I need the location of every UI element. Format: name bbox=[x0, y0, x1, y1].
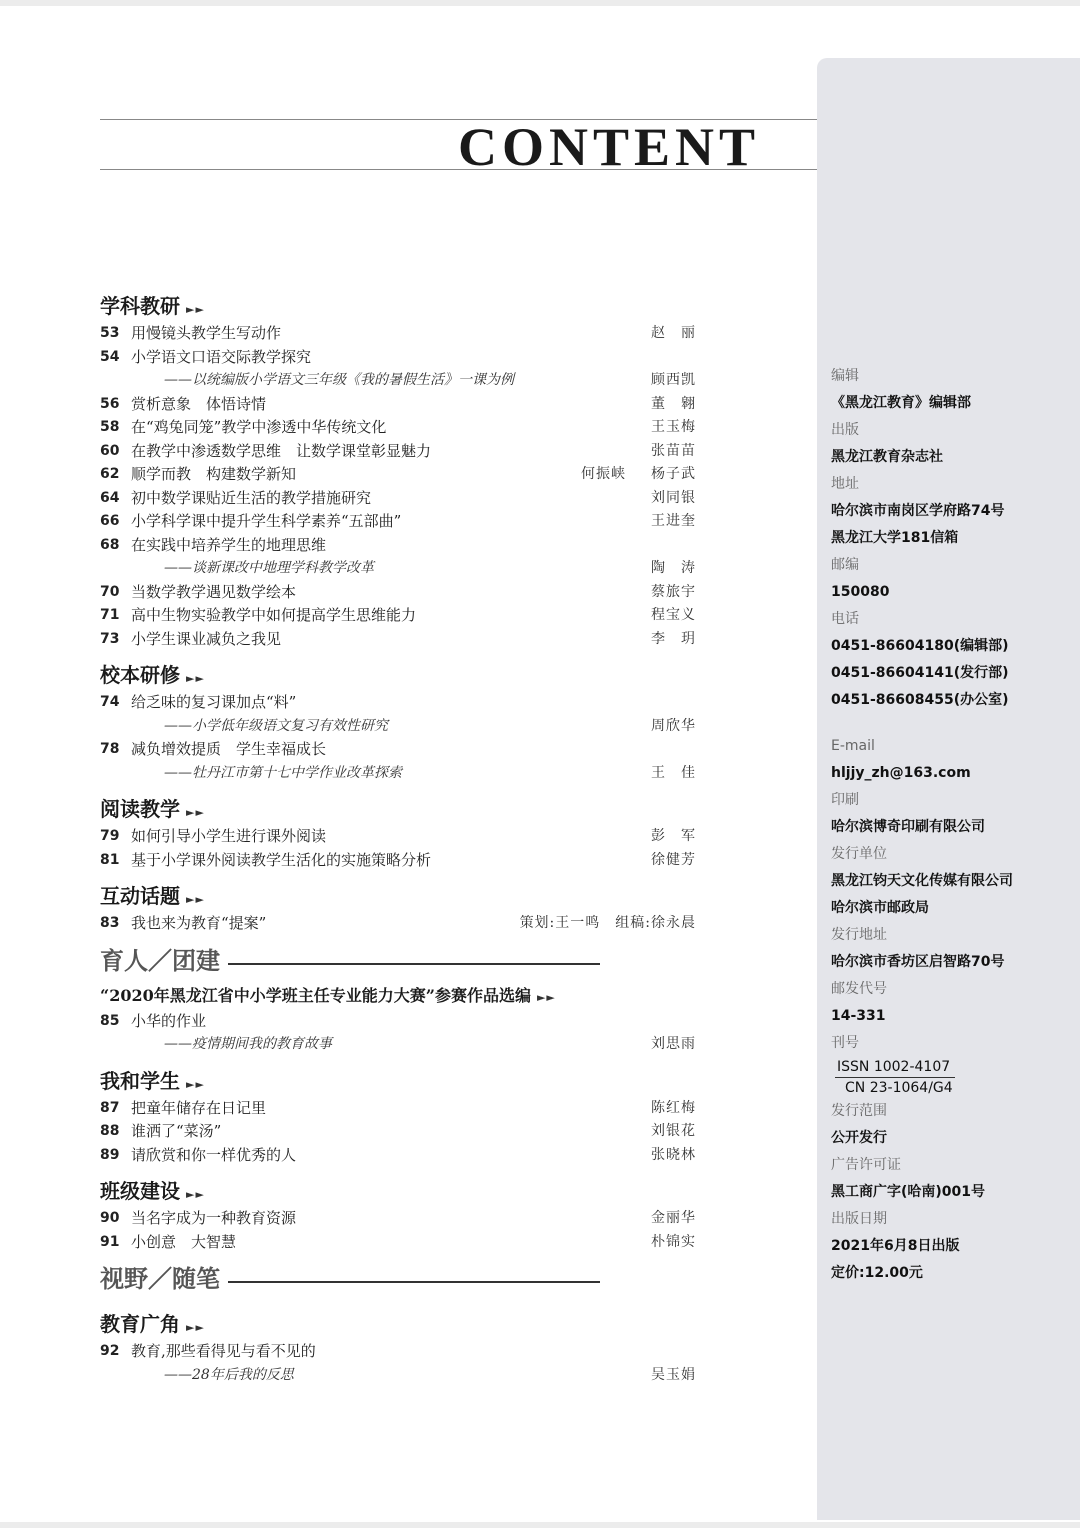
article-title: 小学科学课中提升学生科学素养“五部曲” bbox=[131, 512, 402, 530]
page-number: 81 bbox=[100, 851, 120, 868]
page-number: 68 bbox=[100, 536, 120, 553]
article-title: 请欣赏和你一样优秀的人 bbox=[131, 1145, 297, 1164]
article-author: 彭 军 bbox=[651, 828, 696, 844]
toc-entry[interactable] bbox=[100, 849, 696, 873]
toc-subtitle-row bbox=[100, 369, 696, 393]
arrow-icon: ►► bbox=[186, 1321, 205, 1334]
masthead-value: 0451-86604141(发行部) bbox=[831, 665, 1009, 681]
toc-entry[interactable] bbox=[100, 322, 696, 346]
article-title: 教育,那些看得见与看不见的 bbox=[131, 1342, 316, 1360]
article-author: 张苗苗 bbox=[651, 442, 696, 459]
masthead-value: 黑工商广字(哈南)001号 bbox=[831, 1184, 986, 1200]
issn-number: ISSN 1002-4107 bbox=[835, 1057, 955, 1078]
article-author: 策划:王一鸣 组稿:徐永晨 bbox=[519, 915, 696, 931]
major-section-title: 视野／随笔 bbox=[100, 1265, 220, 1293]
article-author: 金丽华 bbox=[651, 1210, 696, 1226]
page-number: 64 bbox=[100, 489, 120, 506]
page-number: 90 bbox=[100, 1210, 120, 1226]
arrow-icon: ►► bbox=[186, 1188, 205, 1201]
feature-heading bbox=[100, 982, 696, 1010]
article-title: 基于小学课外阅读教学生活化的实施策略分析 bbox=[131, 850, 432, 869]
section-heading bbox=[100, 659, 696, 691]
page-number: 78 bbox=[100, 741, 120, 757]
masthead-label: 印刷 bbox=[831, 792, 859, 808]
section-title: 学科教研 bbox=[100, 294, 180, 318]
toc-entry[interactable] bbox=[100, 463, 696, 487]
section-heading bbox=[100, 290, 696, 322]
article-title: 我也来为教育“提案” bbox=[131, 914, 267, 932]
toc-subtitle-row bbox=[100, 715, 696, 739]
masthead-label: 发行地址 bbox=[831, 927, 887, 943]
article-subtitle: ——牡丹江市第十七中学作业改革探索 bbox=[164, 764, 402, 781]
section-heading bbox=[100, 1175, 696, 1207]
article-title: 如何引导小学生进行课外阅读 bbox=[131, 827, 327, 845]
masthead-label: 广告许可证 bbox=[831, 1157, 901, 1173]
section-heading bbox=[100, 793, 696, 825]
article-author: 陶 涛 bbox=[651, 560, 696, 576]
article-author: 王进奎 bbox=[651, 513, 696, 529]
article-subtitle: ——以统编版小学语文三年级《我的暑假生活》一课为例 bbox=[164, 372, 514, 388]
masthead-label: 出版 bbox=[831, 422, 859, 438]
article-subtitle: ——谈新课改中地理学科教学改革 bbox=[164, 560, 374, 576]
article-title: 给乏味的复习课加点“料” bbox=[131, 693, 297, 711]
major-section-rule bbox=[228, 1281, 600, 1283]
table-of-contents bbox=[100, 290, 696, 1387]
page-number: 70 bbox=[100, 583, 120, 600]
article-author: 杨子武 bbox=[651, 466, 696, 482]
cn-number: CN 23-1064/G4 bbox=[845, 1080, 953, 1096]
article-author: 周欣华 bbox=[651, 717, 696, 734]
arrow-icon: ►► bbox=[186, 1077, 205, 1091]
masthead-value: 哈尔滨市南岗区学府路74号 bbox=[831, 503, 1005, 519]
toc-entry[interactable] bbox=[100, 393, 696, 417]
page-number: 89 bbox=[100, 1146, 120, 1163]
article-author: 吴玉娟 bbox=[651, 1366, 696, 1383]
page-number: 62 bbox=[100, 466, 120, 482]
article-author: 刘思雨 bbox=[651, 1036, 696, 1052]
masthead-label: 邮发代号 bbox=[831, 981, 887, 997]
masthead-value: 哈尔滨博奇印刷有限公司 bbox=[831, 819, 985, 835]
toc-entry[interactable] bbox=[100, 825, 696, 849]
toc-entry[interactable] bbox=[100, 1097, 696, 1121]
article-title: 谁洒了“菜汤” bbox=[131, 1122, 222, 1140]
article-author: 刘同银 bbox=[651, 489, 696, 506]
masthead-label: 发行范围 bbox=[831, 1103, 887, 1119]
article-subtitle: ——28年后我的反思 bbox=[164, 1366, 294, 1383]
masthead-value: 150080 bbox=[831, 584, 890, 600]
toc-entry[interactable] bbox=[100, 1207, 696, 1231]
toc-entry[interactable] bbox=[100, 738, 696, 762]
article-title: 顺学而教 构建数学新知 bbox=[131, 465, 297, 483]
toc-entry[interactable] bbox=[100, 912, 696, 936]
toc-entry[interactable] bbox=[100, 1231, 696, 1255]
masthead-label: 邮编 bbox=[831, 557, 859, 573]
toc-entry[interactable] bbox=[100, 1010, 696, 1034]
article-title: 当数学教学遇见数学绘本 bbox=[131, 582, 297, 601]
toc-entry[interactable] bbox=[100, 534, 696, 558]
masthead-value: 哈尔滨市邮政局 bbox=[831, 900, 929, 916]
section-title: 班级建设 bbox=[100, 1179, 180, 1203]
article-title: 把童年储存在日记里 bbox=[131, 1098, 267, 1117]
toc-entry[interactable] bbox=[100, 510, 696, 534]
masthead-value: 黑龙江教育杂志社 bbox=[831, 449, 943, 465]
masthead-label: 出版日期 bbox=[831, 1211, 887, 1227]
major-section-title: 育人／团建 bbox=[100, 946, 220, 975]
masthead-value: 14-331 bbox=[831, 1008, 886, 1024]
article-title: 赏析意象 体悟诗情 bbox=[131, 394, 267, 413]
article-title: 小创意 大智慧 bbox=[131, 1232, 237, 1251]
toc-subtitle-row bbox=[100, 762, 696, 786]
toc-entry[interactable] bbox=[100, 416, 696, 440]
article-author: 陈红梅 bbox=[651, 1099, 696, 1116]
masthead-value: 0451-86604180(编辑部) bbox=[831, 638, 1009, 654]
arrow-icon: ►► bbox=[186, 303, 205, 316]
page-number: 83 bbox=[100, 915, 120, 931]
page-title: CONTENT bbox=[458, 117, 761, 177]
bottom-border bbox=[0, 1522, 1080, 1528]
toc-entry[interactable] bbox=[100, 346, 696, 370]
article-title: 小学语文口语交际教学探究 bbox=[131, 347, 312, 366]
page-number: 58 bbox=[100, 419, 120, 435]
masthead-value: 0451-86608455(办公室) bbox=[831, 692, 1009, 708]
article-title: 高中生物实验教学中如何提高学生思维能力 bbox=[131, 606, 417, 624]
page-number: 71 bbox=[100, 607, 120, 623]
toc-entry[interactable] bbox=[100, 691, 696, 715]
toc-entry[interactable] bbox=[100, 604, 696, 628]
page-number: 85 bbox=[100, 1012, 120, 1029]
toc-entry[interactable] bbox=[100, 487, 696, 511]
page-number: 66 bbox=[100, 513, 120, 529]
masthead-value: 定价:12.00元 bbox=[831, 1265, 923, 1281]
page-number: 54 bbox=[100, 348, 120, 365]
article-title: 小学生课业减负之我见 bbox=[131, 629, 282, 648]
article-author: 朴锦实 bbox=[651, 1233, 696, 1250]
section-heading bbox=[100, 1065, 696, 1097]
section-title: 互动话题 bbox=[100, 884, 180, 908]
masthead-label: 编辑 bbox=[831, 368, 859, 384]
masthead-label: 刊号 bbox=[831, 1035, 859, 1051]
toc-entry[interactable] bbox=[100, 628, 696, 652]
masthead-value: hljjy_zh@163.com bbox=[831, 765, 971, 781]
masthead-label: E-mail bbox=[831, 738, 875, 754]
arrow-icon: ►► bbox=[186, 893, 205, 906]
issn-block bbox=[835, 1057, 955, 1098]
major-section-heading bbox=[100, 1260, 696, 1300]
article-author: 张晓林 bbox=[651, 1146, 696, 1163]
section-heading bbox=[100, 880, 696, 912]
article-author: 程宝义 bbox=[651, 607, 696, 623]
toc-subtitle-row bbox=[100, 1364, 696, 1388]
masthead-label: 电话 bbox=[831, 611, 859, 627]
masthead-value: 《黑龙江教育》编辑部 bbox=[831, 395, 971, 411]
masthead-label: 发行单位 bbox=[831, 846, 887, 862]
article-author: 王玉梅 bbox=[651, 419, 696, 435]
article-author: 顾西凯 bbox=[651, 372, 696, 388]
article-author: 李 玥 bbox=[651, 630, 696, 647]
page-number: 88 bbox=[100, 1123, 120, 1139]
article-title: 在“鸡兔同笼”教学中渗透中华传统文化 bbox=[131, 418, 387, 436]
arrow-icon: ►► bbox=[186, 672, 205, 685]
article-coauthor: 何振峡 bbox=[581, 466, 626, 482]
article-title: 小华的作业 bbox=[131, 1011, 207, 1030]
arrow-icon: ►► bbox=[536, 990, 556, 1004]
article-title: 在教学中渗透数学思维 让数学课堂彰显魅力 bbox=[131, 441, 432, 460]
toc-entry[interactable] bbox=[100, 1144, 696, 1168]
arrow-icon: ►► bbox=[186, 806, 205, 819]
masthead-value: 哈尔滨市香坊区启智路70号 bbox=[831, 954, 1005, 970]
article-author: 徐健芳 bbox=[651, 851, 696, 868]
toc-entry[interactable] bbox=[100, 1120, 696, 1144]
page-number: 87 bbox=[100, 1099, 120, 1116]
masthead-value: 黑龙江钧天文化传媒有限公司 bbox=[831, 873, 1013, 889]
toc-subtitle-row bbox=[100, 557, 696, 581]
masthead-value: 公开发行 bbox=[831, 1130, 887, 1146]
article-author: 王 佳 bbox=[651, 764, 696, 781]
article-title: 当名字成为一种教育资源 bbox=[131, 1209, 297, 1227]
article-subtitle: ——疫情期间我的教育故事 bbox=[164, 1036, 332, 1052]
page-number: 73 bbox=[100, 630, 120, 647]
page-number: 74 bbox=[100, 694, 120, 710]
page-number: 53 bbox=[100, 325, 120, 341]
article-author: 蔡旅宇 bbox=[651, 583, 696, 600]
section-title: 我和学生 bbox=[100, 1068, 180, 1093]
masthead-value: 黑龙江大学181信箱 bbox=[831, 530, 959, 546]
major-section-rule bbox=[228, 963, 600, 965]
page-number: 60 bbox=[100, 442, 120, 459]
article-subtitle: ——小学低年级语文复习有效性研究 bbox=[164, 717, 388, 734]
article-title: 用慢镜头教学生写动作 bbox=[131, 324, 282, 342]
spacer bbox=[831, 714, 1071, 733]
page-number: 56 bbox=[100, 395, 120, 412]
article-author: 董 翱 bbox=[651, 395, 696, 412]
masthead-info bbox=[831, 363, 1071, 1287]
article-author: 赵 丽 bbox=[651, 325, 696, 341]
article-author: 刘银花 bbox=[651, 1123, 696, 1139]
major-section-heading bbox=[100, 942, 696, 982]
toc-subtitle-row bbox=[100, 1033, 696, 1057]
top-border bbox=[0, 0, 1080, 6]
page-number: 79 bbox=[100, 828, 120, 844]
section-heading bbox=[100, 1308, 696, 1340]
section-title: 校本研修 bbox=[100, 663, 180, 687]
page-number: 92 bbox=[100, 1343, 120, 1359]
article-title: 初中数学课贴近生活的教学措施研究 bbox=[131, 488, 372, 507]
page-number: 91 bbox=[100, 1233, 120, 1250]
masthead-value: 2021年6月8日出版 bbox=[831, 1238, 960, 1254]
feature-title: “2020年黑龙江省中小学班主任专业能力大赛”参赛作品选编 bbox=[100, 985, 531, 1005]
toc-entry[interactable] bbox=[100, 1340, 696, 1364]
section-title: 阅读教学 bbox=[100, 797, 180, 821]
section-title: 教育广角 bbox=[100, 1312, 180, 1336]
article-title: 减负增效提质 学生幸福成长 bbox=[131, 740, 327, 758]
toc-entry[interactable] bbox=[100, 581, 696, 605]
toc-entry[interactable] bbox=[100, 440, 696, 464]
article-title: 在实践中培养学生的地理思维 bbox=[131, 535, 327, 554]
masthead-label: 地址 bbox=[831, 476, 859, 492]
